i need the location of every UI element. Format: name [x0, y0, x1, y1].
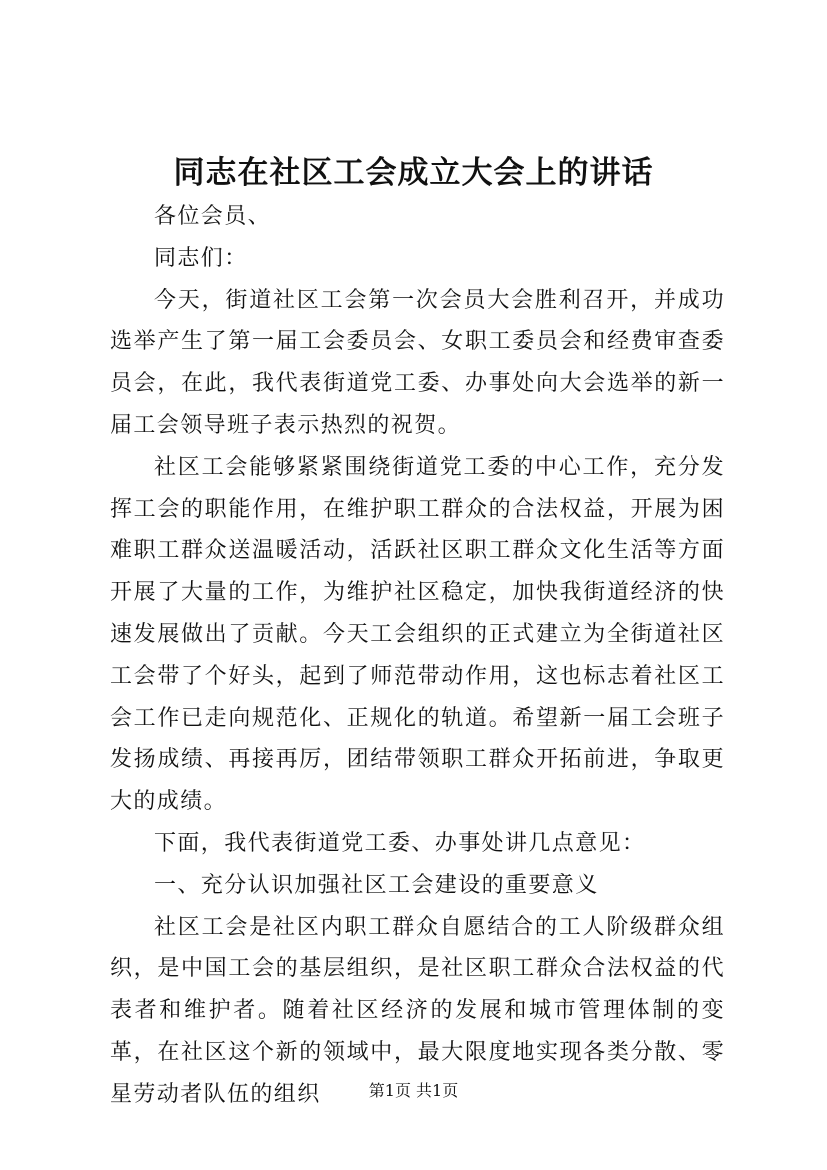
section-heading-1: 一、充分认识加强社区工会建设的重要意义 — [154, 872, 599, 898]
document-title: 同志在社区工会成立大会上的讲话 — [173, 155, 654, 191]
document-body — [110, 196, 725, 1116]
paragraph-section-1-body: 社区工会是社区内职工群众自愿结合的工人阶级群众组织，是中国工会的基层组织，是社区职工群众合法权益的代表者和维护者。随着社区经济的发展和城市管理体制的变革，在社区这个新的领域中，最大限度地实现各类分散、零星劳动者队伍的组织 — [110, 914, 725, 1107]
paragraph-opening: 今天，街道社区工会第一次会员大会胜利召开，并成功选举产生了第一届工会委员会、女职工委员会和经费审查委员会，在此，我代表街道党工委、办事处向大会选举的新一届工会领导班子表示热烈的祝贺。 — [110, 287, 725, 438]
page-footer: 第1页 共1页 — [368, 1081, 459, 1100]
paragraph-achievements: 社区工会能够紧紧围绕街道党工委的中心工作，充分发挥工会的职能作用，在维护职工群众的合法权益，开展为困难职工群众送温暖活动，活跃社区职工群众文化生活等方面开展了大量的工作，为维护社区稳定，加快我街道经济的快速发展做出了贡献。今天工会组织的正式建立为全街道社区工会带了个好头，起到了师范带动作用，这也标志着社区工会工作已走向规范化、正规化的轨道。希望新一届工会班子发扬成绩、再接再厉，团结带领职工群众开拓前进，争取更大的成绩。 — [110, 454, 725, 815]
paragraph-salutation-comrades: 同志们： — [154, 245, 248, 271]
paragraph-intro-opinions: 下面，我代表街道党工委、办事处讲几点意见： — [154, 830, 646, 856]
paragraph-salutation-members: 各位会员、 — [154, 204, 272, 229]
